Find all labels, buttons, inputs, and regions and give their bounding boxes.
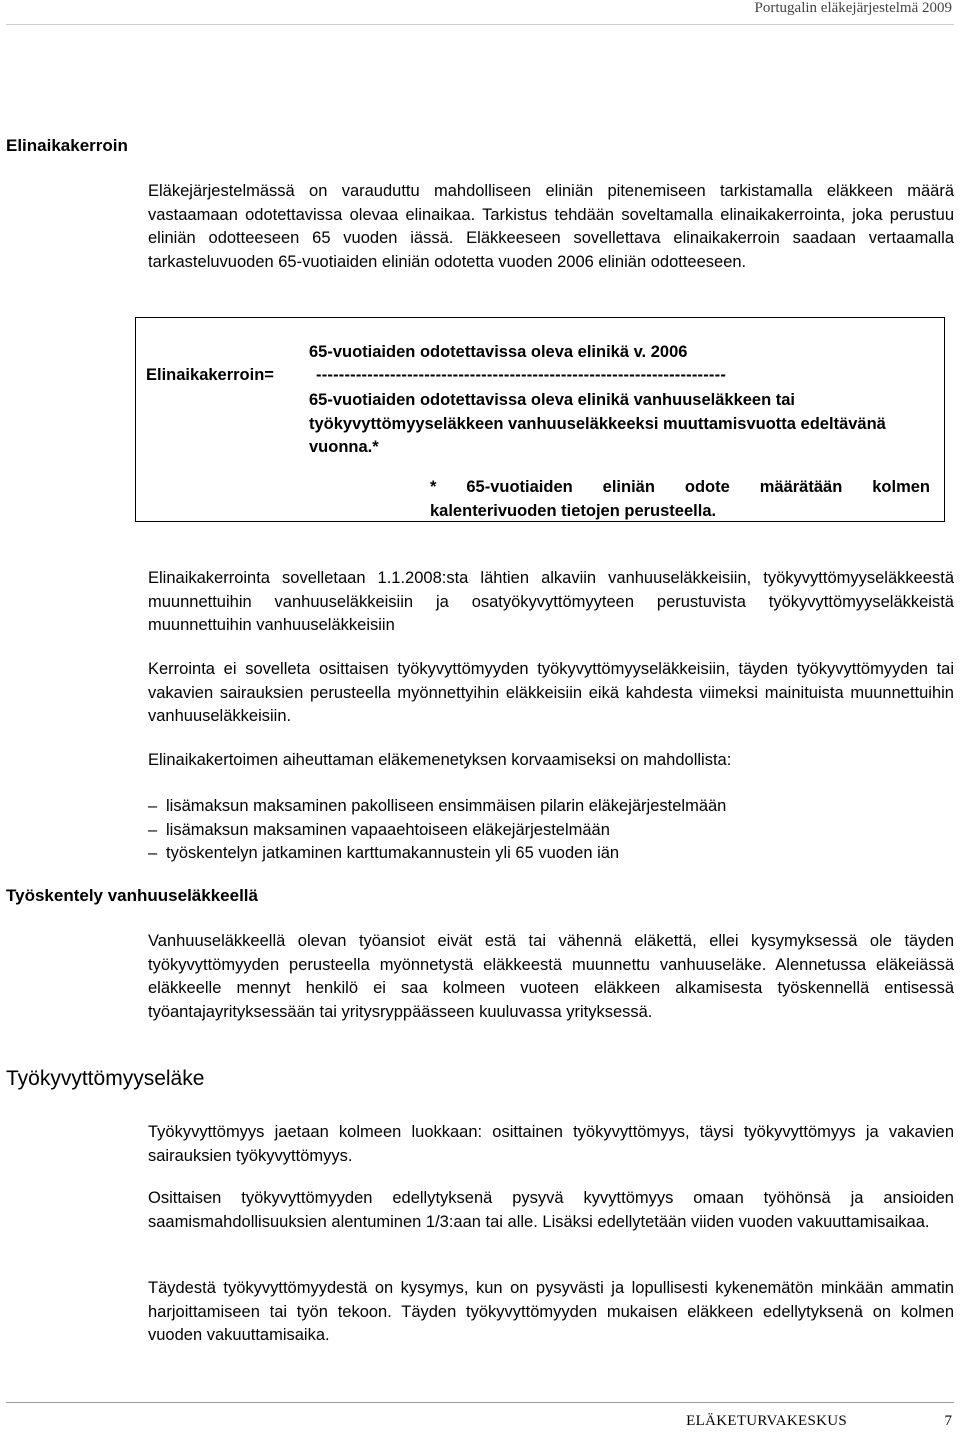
applied-paragraph: Elinaikakerrointa sovelletaan 1.1.2008:sta lähtien alkaviin vanhuuseläkkeisiin, työkyvyttömyyseläkkeestä muunnettuihin vanhuuseläkkeisiin ja osatyökyvyttömyyteen perustuvista työkyvyttömyyseläkkeistä muunnettuihin vanhuuseläkkeisiin — [148, 569, 954, 634]
formula-label: Elinaikakerroin= — [146, 366, 274, 384]
compensation-paragraph: Elinaikakertoimen aiheuttaman eläkemenetyksen korvaamiseksi on mahdollista: — [148, 751, 732, 769]
intro-paragraph: Eläkejärjestelmässä on varauduttu mahdolliseen eliniän pitenemiseen tarkistamalla eläkkeen määrä vastaamaan odotettavissa olevaa elinaikaa. Tarkistus tehdään soveltamalla elinaikakerrointa, joka perustuu eliniän odotteeseen 65 vuoden iässä. Eläkkeeseen sovellettava elinaikakerroin saadaan vertaamalla tarkasteluvuoden 65-vuotiaiden eliniän odotetta vuoden 2006 eliniän odotteeseen. — [148, 182, 954, 271]
page-number: 7 — [944, 1413, 952, 1429]
formula-box — [135, 317, 945, 522]
tyoskentely-paragraph: Vanhuuseläkkeellä olevan työansiot eivät estä tai vähennä eläkettä, ellei kysymyksessä ole täyden työkyvyttömyyden perusteella myönnetystä eläkkeestä muunnettu vanhuuseläke. Alennetussa eläkeiässä eläkkeelle mennyt henkilö ei saa kolmeen vuoteen eläkkeen alkamisesta työskennellä entisessä työantajayrityksessään tai yritysryppäässeen kuuluvassa yrityksessä. — [148, 932, 954, 1021]
tyokyvyttomyys-paragraph-2: Osittaisen työkyvyttömyyden edellytyksenä pysyvä kyvyttömyys omaan työhönsä ja ansioiden saamismahdollisuuksien alentuminen 1/3:aan tai alle. Lisäksi edellytetään viiden vuoden vakuuttamisaikaa. — [148, 1189, 954, 1231]
list-item: – lisämaksun maksaminen pakolliseen ensimmäisen pilarin eläkejärjestelmään — [148, 795, 726, 819]
list-item: – työskentelyn jatkaminen karttumakannustein yli 65 vuoden iän — [148, 842, 726, 866]
heading-tyoskentely: Työskentely vanhuuseläkkeellä — [6, 886, 258, 905]
formula-divider: ------------------------------------------------------------------------ — [316, 366, 727, 384]
formula-numerator: 65-vuotiaiden odotettavissa oleva elinikä v. 2006 — [309, 343, 688, 361]
not-applied-paragraph: Kerrointa ei sovelleta osittaisen työkyvyttömyyden työkyvyttömyyseläkkeisiin, täyden työkyvyttömyyden tai vakavien sairauksien perusteella myönnettyihin eläkkeisiin eikä kahdesta viimeksi mainituista muunnettuihin vanhuuseläkkeisiin. — [148, 660, 954, 725]
tyokyvyttomyys-paragraph-3: Täydestä työkyvyttömyydestä on kysymys, kun on pysyvästi ja lopullisesti kykenemätön minkään ammatin harjoittamiseen tai työn tekoon. Täyden työkyvyttömyyden mukaisen eläkkeen edellytyksenä on kolmen vuoden vakuuttamisaika. — [148, 1279, 954, 1344]
footer-rule — [6, 1402, 954, 1403]
tyokyvyttomyys-paragraph-1: Työkyvyttömyys jaetaan kolmeen luokkaan: osittainen työkyvyttömyys, täysi työkyvyttömyys ja vakavien sairauksien työkyvyttömyys. — [148, 1123, 954, 1165]
compensation-options — [148, 795, 726, 866]
heading-tyokyvyttomyys: Työkyvyttömyyseläke — [6, 1067, 205, 1090]
footer-organization: ELÄKETURVAKESKUS — [686, 1413, 847, 1429]
formula-denominator: 65-vuotiaiden odotettavissa oleva elinikä vanhuuseläkkeen tai työkyvyttömyyseläkkeen vanhuuseläkkeeksi muuttamisvuotta edeltävänä vuonna.* — [309, 391, 886, 456]
heading-elinaikakerroin: Elinaikakerroin — [6, 136, 128, 155]
running-header: Portugalin eläkejärjestelmä 2009 — [754, 0, 952, 16]
list-item: – lisämaksun maksaminen vapaaehtoiseen eläkejärjestelmään — [148, 819, 726, 843]
header-rule — [6, 24, 954, 25]
formula-footnote: * 65-vuotiaiden eliniän odote määrätään kolmen kalenterivuoden tietojen perusteella. — [430, 478, 930, 520]
